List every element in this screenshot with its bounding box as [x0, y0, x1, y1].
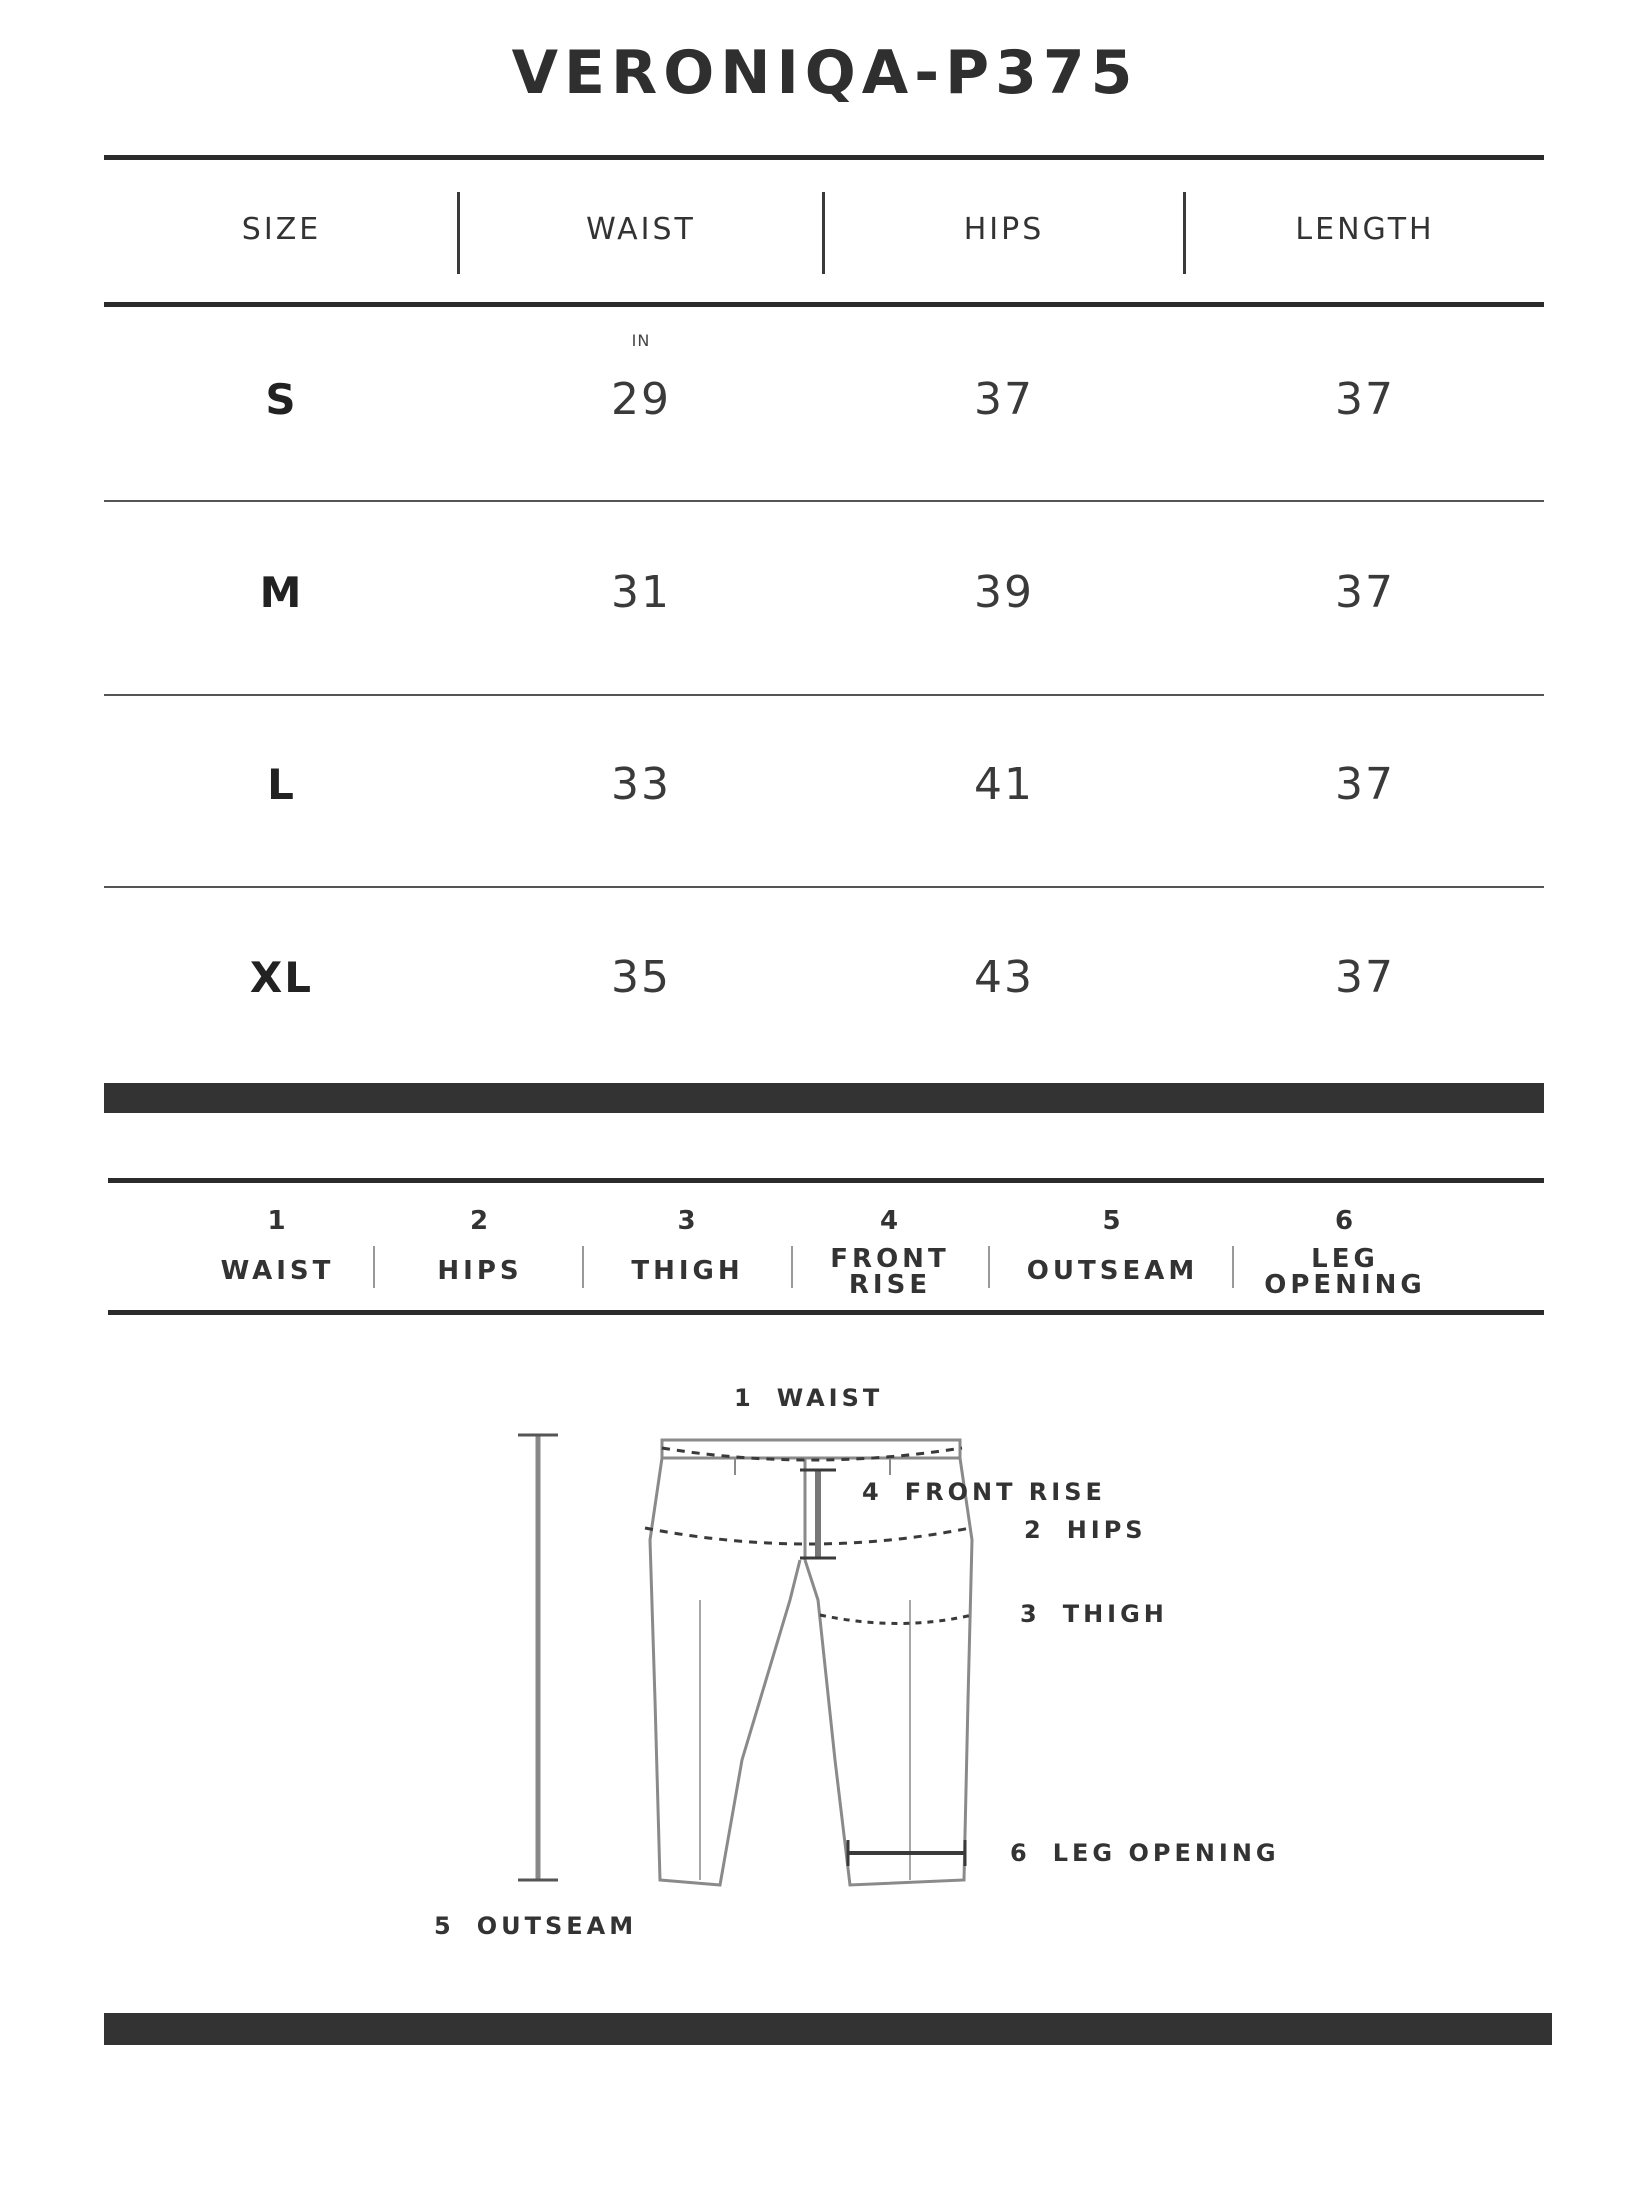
left-leg-outline — [650, 1458, 800, 1885]
diagram-label-outseam: 5 OUTSEAM — [434, 1912, 638, 1940]
row-length: 37 — [1335, 952, 1395, 1003]
hips-measure — [645, 1528, 970, 1544]
row-length: 37 — [1335, 374, 1395, 425]
row-hips: 39 — [974, 567, 1034, 618]
row-size: S — [265, 375, 298, 424]
key-hips: 2 HIPS — [437, 1206, 523, 1286]
diagram-label-thigh: 3 THIGH — [1020, 1600, 1168, 1628]
page-title: VERONIQA-P375 — [511, 38, 1139, 108]
header-hips: HIPS — [963, 212, 1045, 247]
diagram-label-waist: 1 WAIST — [734, 1384, 884, 1412]
header-waist: WAIST — [586, 212, 696, 247]
diagram-label-hips: 2 HIPS — [1024, 1516, 1147, 1544]
right-leg-outline — [805, 1458, 972, 1885]
key-leg-opening: 6 LEG OPENING — [1264, 1206, 1426, 1300]
row-size: M — [259, 568, 304, 617]
row-size: L — [267, 760, 296, 809]
header-size: SIZE — [241, 212, 322, 247]
key-outseam: 5 OUTSEAM — [1026, 1206, 1199, 1286]
row-waist: 29 — [611, 374, 671, 425]
row-hips: 37 — [974, 374, 1034, 425]
row-waist: 33 — [611, 759, 671, 810]
key-waist: 1 WAIST — [220, 1206, 335, 1286]
row-length: 37 — [1335, 567, 1395, 618]
header-length: LENGTH — [1295, 212, 1435, 247]
row-waist: 35 — [611, 952, 671, 1003]
thigh-measure — [820, 1615, 972, 1624]
key-thigh: 3 THIGH — [631, 1206, 744, 1286]
diagram-label-front-rise: 4 FRONT RISE — [862, 1478, 1106, 1506]
key-front-rise: 4 FRONT RISE — [830, 1206, 950, 1300]
footer-band — [104, 2013, 1552, 2045]
row-hips: 43 — [974, 952, 1034, 1003]
diagram-label-leg-opening: 6 LEG OPENING — [1010, 1839, 1280, 1867]
row-size: XL — [249, 953, 314, 1002]
pants-outline — [650, 1440, 972, 1885]
row-waist: 31 — [611, 567, 671, 618]
unit-label: IN — [631, 331, 651, 350]
row-length: 37 — [1335, 759, 1395, 810]
row-hips: 41 — [974, 759, 1034, 810]
